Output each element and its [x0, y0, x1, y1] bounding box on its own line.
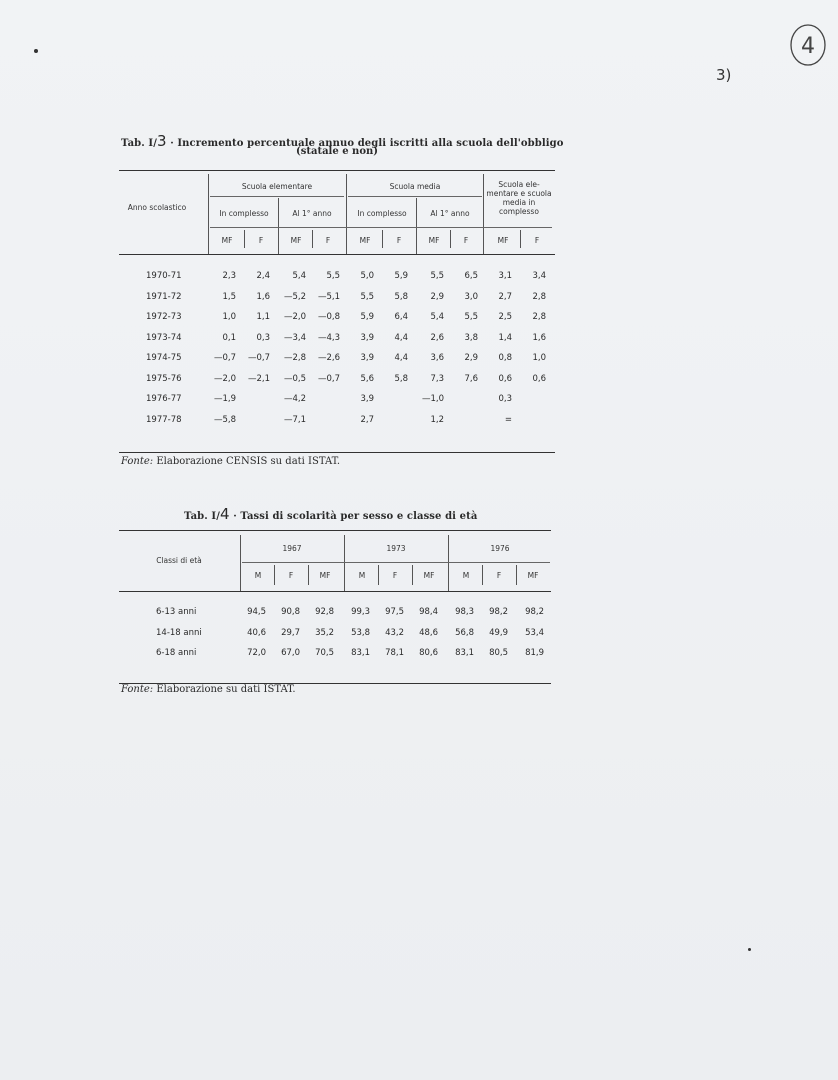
- ink-speck: [34, 49, 38, 53]
- table4-divider: [308, 565, 309, 585]
- table4-cell: 40,6: [247, 628, 266, 638]
- table3-cell: 1,0: [532, 353, 546, 363]
- table3-cell: —2,6: [317, 353, 340, 363]
- table3-cell: 2,9: [464, 353, 478, 363]
- table3-year-label: 1976-77: [146, 394, 182, 404]
- table3-cell: 6,4: [394, 312, 408, 322]
- table4-source: [121, 684, 296, 695]
- table4-divider: [344, 535, 345, 591]
- table4-top-rule: [119, 530, 551, 531]
- table3-cell: 3,9: [360, 394, 374, 404]
- table3-title-line2: (statale e non): [296, 146, 378, 157]
- table3-cell: 5,9: [394, 271, 408, 281]
- table3-col-f: F: [463, 236, 469, 245]
- table3-cell: —0,7: [213, 353, 236, 363]
- table3-year-label: 1974-75: [146, 353, 182, 363]
- table3-elem-al1: Al 1° anno: [292, 209, 332, 218]
- table3-subrule: [210, 227, 552, 228]
- table3-divider: [520, 230, 521, 248]
- table3-cell: 5,4: [292, 271, 306, 281]
- table4-cell: 43,2: [385, 628, 404, 638]
- table3-top-rule: [119, 170, 555, 171]
- table4-title: · Tassi di scolarità per sesso e classe di età: [233, 511, 478, 522]
- table3-cell: 5,8: [394, 292, 408, 302]
- table3-cell: 2,4: [256, 271, 270, 281]
- ink-speck: [748, 948, 751, 951]
- table3-divider: [208, 174, 209, 254]
- table3-cell: 3,4: [532, 271, 546, 281]
- table3-cell: —1,0: [421, 394, 444, 404]
- table4-cell: 83,1: [351, 648, 370, 658]
- handwritten-circled-number: [788, 22, 828, 68]
- table4-handwritten-number: 4: [219, 505, 230, 523]
- table3-media-incomplesso: In complesso: [357, 209, 407, 218]
- table3-cell: 7,3: [430, 374, 444, 384]
- table3-cell: —1,9: [213, 394, 236, 404]
- table3-cell: 5,8: [394, 374, 408, 384]
- table3-col-f: F: [534, 236, 540, 245]
- table4-cell: 97,5: [385, 607, 404, 617]
- table3-cell: 2,6: [430, 333, 444, 343]
- table3-cell: 2,3: [222, 271, 236, 281]
- table4-class-label: 14-18 anni: [156, 628, 202, 638]
- table3-col-f: F: [258, 236, 264, 245]
- table3-col-mf: MF: [497, 236, 509, 245]
- table3-col-mf: MF: [290, 236, 302, 245]
- table4-cell: 48,6: [419, 628, 438, 638]
- circled-number-text: 4: [801, 34, 815, 59]
- table3-cell: —3,4: [283, 333, 306, 343]
- table4-cell: 78,1: [385, 648, 404, 658]
- table4-cell: 81,9: [525, 648, 544, 658]
- table4-divider: [448, 535, 449, 591]
- table4-cell: 94,5: [247, 607, 266, 617]
- table3-divider: [244, 230, 245, 248]
- table4-cell: 67,0: [281, 648, 300, 658]
- table3-cell: —2,0: [283, 312, 306, 322]
- table3-cell: 5,0: [360, 271, 374, 281]
- table4-col-mf: MF: [527, 571, 539, 580]
- table3-media-al1: Al 1° anno: [430, 209, 470, 218]
- table4-cell: 70,5: [315, 648, 334, 658]
- table3-cell: —0,7: [247, 353, 270, 363]
- table3-divider: [382, 230, 383, 248]
- table3-cell: 3,0: [464, 292, 478, 302]
- table4-year-header: 1967: [282, 544, 302, 553]
- table3-source: [121, 456, 340, 467]
- table3-cell: —0,7: [317, 374, 340, 384]
- table3-elem-incomplesso: In complesso: [219, 209, 269, 218]
- table4-col-m: M: [254, 571, 262, 580]
- table4-year-header: 1976: [490, 544, 510, 553]
- table3-elementare-header: Scuola elementare: [241, 182, 313, 191]
- table3-year-label: 1973-74: [146, 333, 182, 343]
- table4-cell: 92,8: [315, 607, 334, 617]
- table3-cell: —0,8: [317, 312, 340, 322]
- table4-divider: [240, 535, 241, 591]
- table3-cell: 3,6: [430, 353, 444, 363]
- table3-cell: 5,4: [430, 312, 444, 322]
- table3-divider: [416, 198, 417, 254]
- table3-subrule: [210, 196, 344, 197]
- table3-cell: 1,6: [256, 292, 270, 302]
- table3-anno-header: Anno scolastico: [127, 203, 187, 212]
- table3-cell: 1,1: [256, 312, 270, 322]
- table3-cell: 5,5: [430, 271, 444, 281]
- table3-cell: —2,0: [213, 374, 236, 384]
- table4-cell: 83,1: [455, 648, 474, 658]
- table3-cell: 3,1: [498, 271, 512, 281]
- table4-col-mf: MF: [319, 571, 331, 580]
- table3-cell: 5,9: [360, 312, 374, 322]
- table4-caption: [184, 505, 477, 523]
- table4-cell: 35,2: [315, 628, 334, 638]
- table4-col-mf: MF: [423, 571, 435, 580]
- table4-col-f: F: [392, 571, 398, 580]
- table3-cell: 2,7: [498, 292, 512, 302]
- table3-title-line1: · Incremento percentuale annuo degli iscritti alla scuola dell'obbligo: [170, 138, 564, 149]
- table3-col-mf: MF: [359, 236, 371, 245]
- table3-cell: 5,5: [326, 271, 340, 281]
- table3-both-header: Scuola ele- mentare e scuola media in complesso: [486, 180, 552, 216]
- table4-cell: 80,5: [489, 648, 508, 658]
- table4-cell: 72,0: [247, 648, 266, 658]
- table3-cell: 0,6: [498, 374, 512, 384]
- table3-year-label: 1970-71: [146, 271, 182, 281]
- table3-year-label: 1977-78: [146, 415, 182, 425]
- table3-col-f: F: [325, 236, 331, 245]
- table4-cell: 98,2: [525, 607, 544, 617]
- table3-year-label: 1975-76: [146, 374, 182, 384]
- table3-cell: 1,6: [532, 333, 546, 343]
- table4-divider: [412, 565, 413, 585]
- table4-source-text: Elaborazione su dati ISTAT.: [156, 684, 296, 695]
- table3-header-rule: [119, 254, 555, 255]
- table3-source-text: Elaborazione CENSIS su dati ISTAT.: [156, 456, 341, 467]
- table4-prefix: Tab. I/: [184, 511, 220, 522]
- table3-cell: 1,2: [430, 415, 444, 425]
- table3-cell: 6,5: [464, 271, 478, 281]
- table3-media-header: Scuola media: [389, 182, 441, 191]
- table3-cell: —2,1: [247, 374, 270, 384]
- table3-col-mf: MF: [221, 236, 233, 245]
- table4-divider: [274, 565, 275, 585]
- table4-cell: 98,4: [419, 607, 438, 617]
- table3-cell: —5,2: [283, 292, 306, 302]
- table3-cell: —4,3: [317, 333, 340, 343]
- table4-classi-header: Classi di età: [156, 556, 202, 565]
- table3-cell: 5,5: [464, 312, 478, 322]
- table3-cell: 4,4: [394, 333, 408, 343]
- table3-prefix: Tab. I/: [121, 138, 157, 149]
- table3-cell: 2,9: [430, 292, 444, 302]
- table3-handwritten-number: 3: [156, 132, 167, 150]
- table3-cell: 2,8: [532, 312, 546, 322]
- table4-class-label: 6-13 anni: [156, 607, 197, 617]
- table3-bottom-rule: [119, 452, 555, 453]
- table3-divider: [278, 198, 279, 254]
- table3-col-f: F: [396, 236, 402, 245]
- table4-cell: 49,9: [489, 628, 508, 638]
- table3-cell: 3,9: [360, 353, 374, 363]
- table4-divider: [516, 565, 517, 585]
- table4-col-f: F: [496, 571, 502, 580]
- handwritten-page-number: 3): [716, 66, 732, 84]
- table3-cell: 2,8: [532, 292, 546, 302]
- table4-cell: 98,3: [455, 607, 474, 617]
- table4-cell: 29,7: [281, 628, 300, 638]
- table3-cell: 3,8: [464, 333, 478, 343]
- table4-year-header: 1973: [386, 544, 406, 553]
- table3-divider: [346, 174, 347, 254]
- table3-cell: —5,1: [317, 292, 340, 302]
- table3-cell: =: [504, 415, 512, 425]
- table3-year-label: 1971-72: [146, 292, 182, 302]
- table4-cell: 90,8: [281, 607, 300, 617]
- table4-cell: 53,8: [351, 628, 370, 638]
- table4-cell: 80,6: [419, 648, 438, 658]
- table4-col-m: M: [462, 571, 470, 580]
- table3-cell: 7,6: [464, 374, 478, 384]
- table3-cell: 3,9: [360, 333, 374, 343]
- table4-divider: [482, 565, 483, 585]
- table3-cell: 4,4: [394, 353, 408, 363]
- table4-cell: 53,4: [525, 628, 544, 638]
- table3-divider: [483, 174, 484, 254]
- table3-cell: 2,5: [498, 312, 512, 322]
- table3-col-mf: MF: [428, 236, 440, 245]
- table4-cell: 99,3: [351, 607, 370, 617]
- table4-subrule: [242, 562, 550, 563]
- table4-source-label: Fonte:: [121, 684, 154, 695]
- table3-divider: [450, 230, 451, 248]
- table3-subrule: [348, 196, 482, 197]
- table3-cell: 0,3: [498, 394, 512, 404]
- table3-cell: 1,4: [498, 333, 512, 343]
- table3-cell: 5,6: [360, 374, 374, 384]
- table4-col-f: F: [288, 571, 294, 580]
- table3-cell: —7,1: [283, 415, 306, 425]
- table3-cell: —2,8: [283, 353, 306, 363]
- table4-cell: 98,2: [489, 607, 508, 617]
- table4-cell: 56,8: [455, 628, 474, 638]
- table3-cell: 5,5: [360, 292, 374, 302]
- table3-cell: —4,2: [283, 394, 306, 404]
- table3-cell: 1,0: [222, 312, 236, 322]
- table3-cell: 2,7: [360, 415, 374, 425]
- table3-source-label: Fonte:: [121, 456, 154, 467]
- table3-cell: 0,3: [256, 333, 270, 343]
- table3-cell: 1,5: [222, 292, 236, 302]
- table4-divider: [378, 565, 379, 585]
- table4-header-rule: [119, 591, 551, 592]
- table3-cell: 0,6: [532, 374, 546, 384]
- table3-cell: 0,1: [222, 333, 236, 343]
- table3-cell: —0,5: [283, 374, 306, 384]
- table4-col-m: M: [358, 571, 366, 580]
- table4-class-label: 6-18 anni: [156, 648, 197, 658]
- table3-divider: [312, 230, 313, 248]
- table3-cell: —5,8: [213, 415, 236, 425]
- table3-cell: 0,8: [498, 353, 512, 363]
- table3-year-label: 1972-73: [146, 312, 182, 322]
